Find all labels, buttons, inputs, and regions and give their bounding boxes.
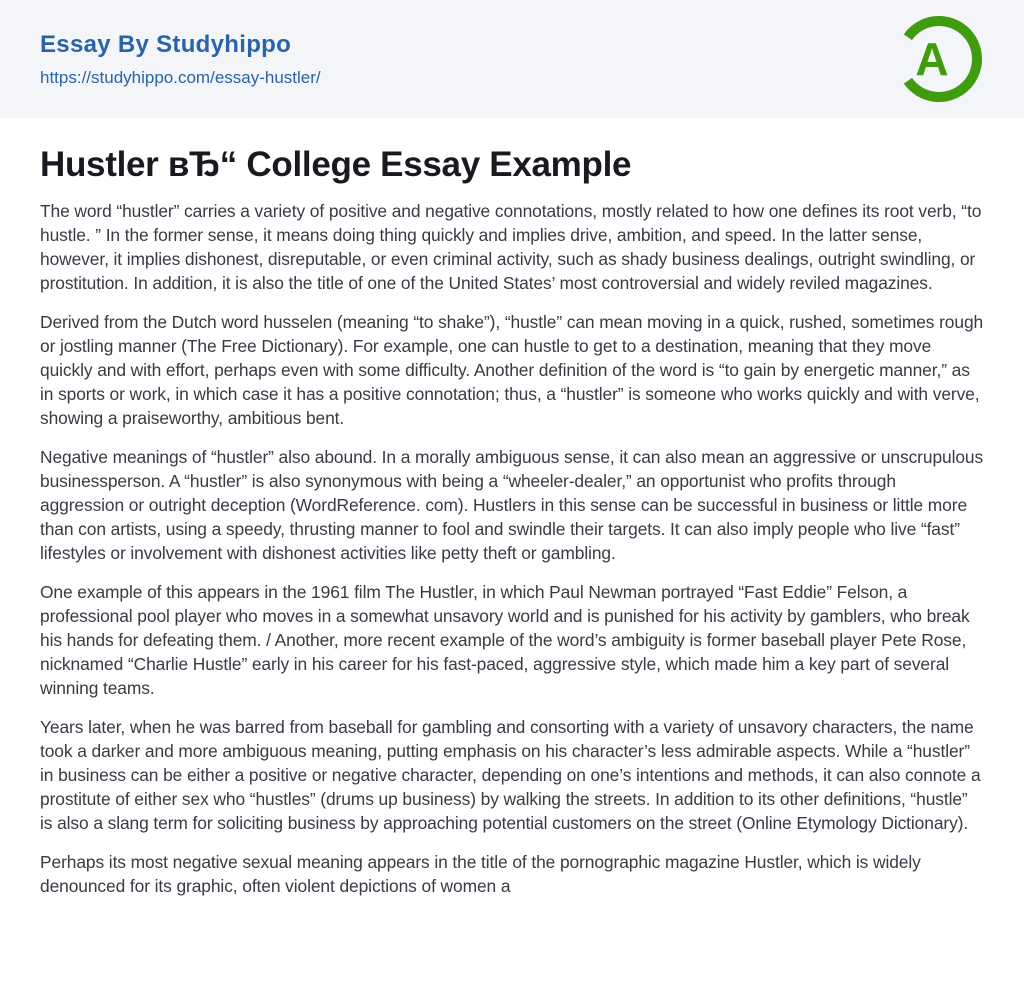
essay-paragraph: Negative meanings of “hustler” also abound. In a morally ambiguous sense, it can also mean an aggressive or unscrupulous businessperson. A “hustler” is also synonymous with being a “wheeler-dealer,” an opportunist who profits through aggression or outright deception (WordReference. com). Hustlers in this sense can be successful in business or little more than con artists, using a speedy, thrusting manner to fool and swindle their targets. It can also imply people who live “fast” lifestyles or involvement with dishonest activities like petty theft or gambling. [40, 447, 984, 563]
logo-letter: A [915, 33, 949, 85]
essay-content [0, 118, 1024, 898]
studyhippo-logo [894, 14, 984, 104]
page-url-link[interactable]: https://studyhippo.com/essay-hustler/ [40, 67, 321, 87]
essay-paragraph: Derived from the Dutch word husselen (meaning “to shake”), “hustle” can mean moving in a quick, rushed, sometimes rough or jostling manner (The Free Dictionary). For example, one can hustle to get to a destination, meaning that they move quickly and with effort, perhaps even with some difficulty. Another definition of the word is “to gain by energetic manner,” as in sports or work, in which case it has a positive connotation; thus, a “hustler” is someone who works quickly and with verve, showing a praiseworthy, ambitious bent. [40, 312, 984, 428]
essay-paragraph: The word “hustler” carries a variety of positive and negative connotations, mostly related to how one defines its root verb, “to hustle. ” In the former sense, it means doing thing quickly and implies drive, ambition, and speed. In the latter sense, however, it implies dishonest, disreputable, or even criminal activity, such as shady business dealings, outright swindling, or prostitution. In addition, it is also the title of one of the United States’ most controversial and widely reviled magazines. [40, 201, 982, 293]
essay-paragraph: One example of this appears in the 1961 film The Hustler, in which Paul Newman portrayed “Fast Eddie” Felson, a professional pool player who moves in a somewhat unsavory world and is punished for his activity by gamblers, who break his hands for defeating them. / Another, more recent example of the word’s ambiguity is former baseball player Pete Rose, nicknamed “Charlie Hustle” early in his career for his fast-paced, aggressive style, which made him a key part of several winning teams. [40, 582, 970, 698]
page-header [0, 0, 1024, 118]
essay-paragraph: Perhaps its most negative sexual meaning appears in the title of the pornographic magazine Hustler, which is widely denounced for its graphic, often violent depictions of women a [40, 852, 921, 896]
site-title: Essay By Studyhippo [40, 30, 292, 58]
essay-body [40, 199, 984, 898]
essay-title: Hustler вЂ“ College Essay Example [40, 145, 632, 184]
header-text-block [40, 31, 321, 88]
essay-paragraph: Years later, when he was barred from baseball for gambling and consorting with a variety of unsavory characters, the name took a darker and more ambiguous meaning, putting emphasis on his character’s less admirable aspects. While a “hustler” in business can be either a positive or negative character, depending on one’s intentions and methods, it can also connote a prostitute of either sex who “hustles” (drums up business) by walking the streets. In addition to its other definitions, “hustle” is also a slang term for soliciting business by approaching potential customers on the street (Online Etymology Dictionary). [40, 717, 981, 833]
logo-arc-icon [894, 14, 984, 104]
